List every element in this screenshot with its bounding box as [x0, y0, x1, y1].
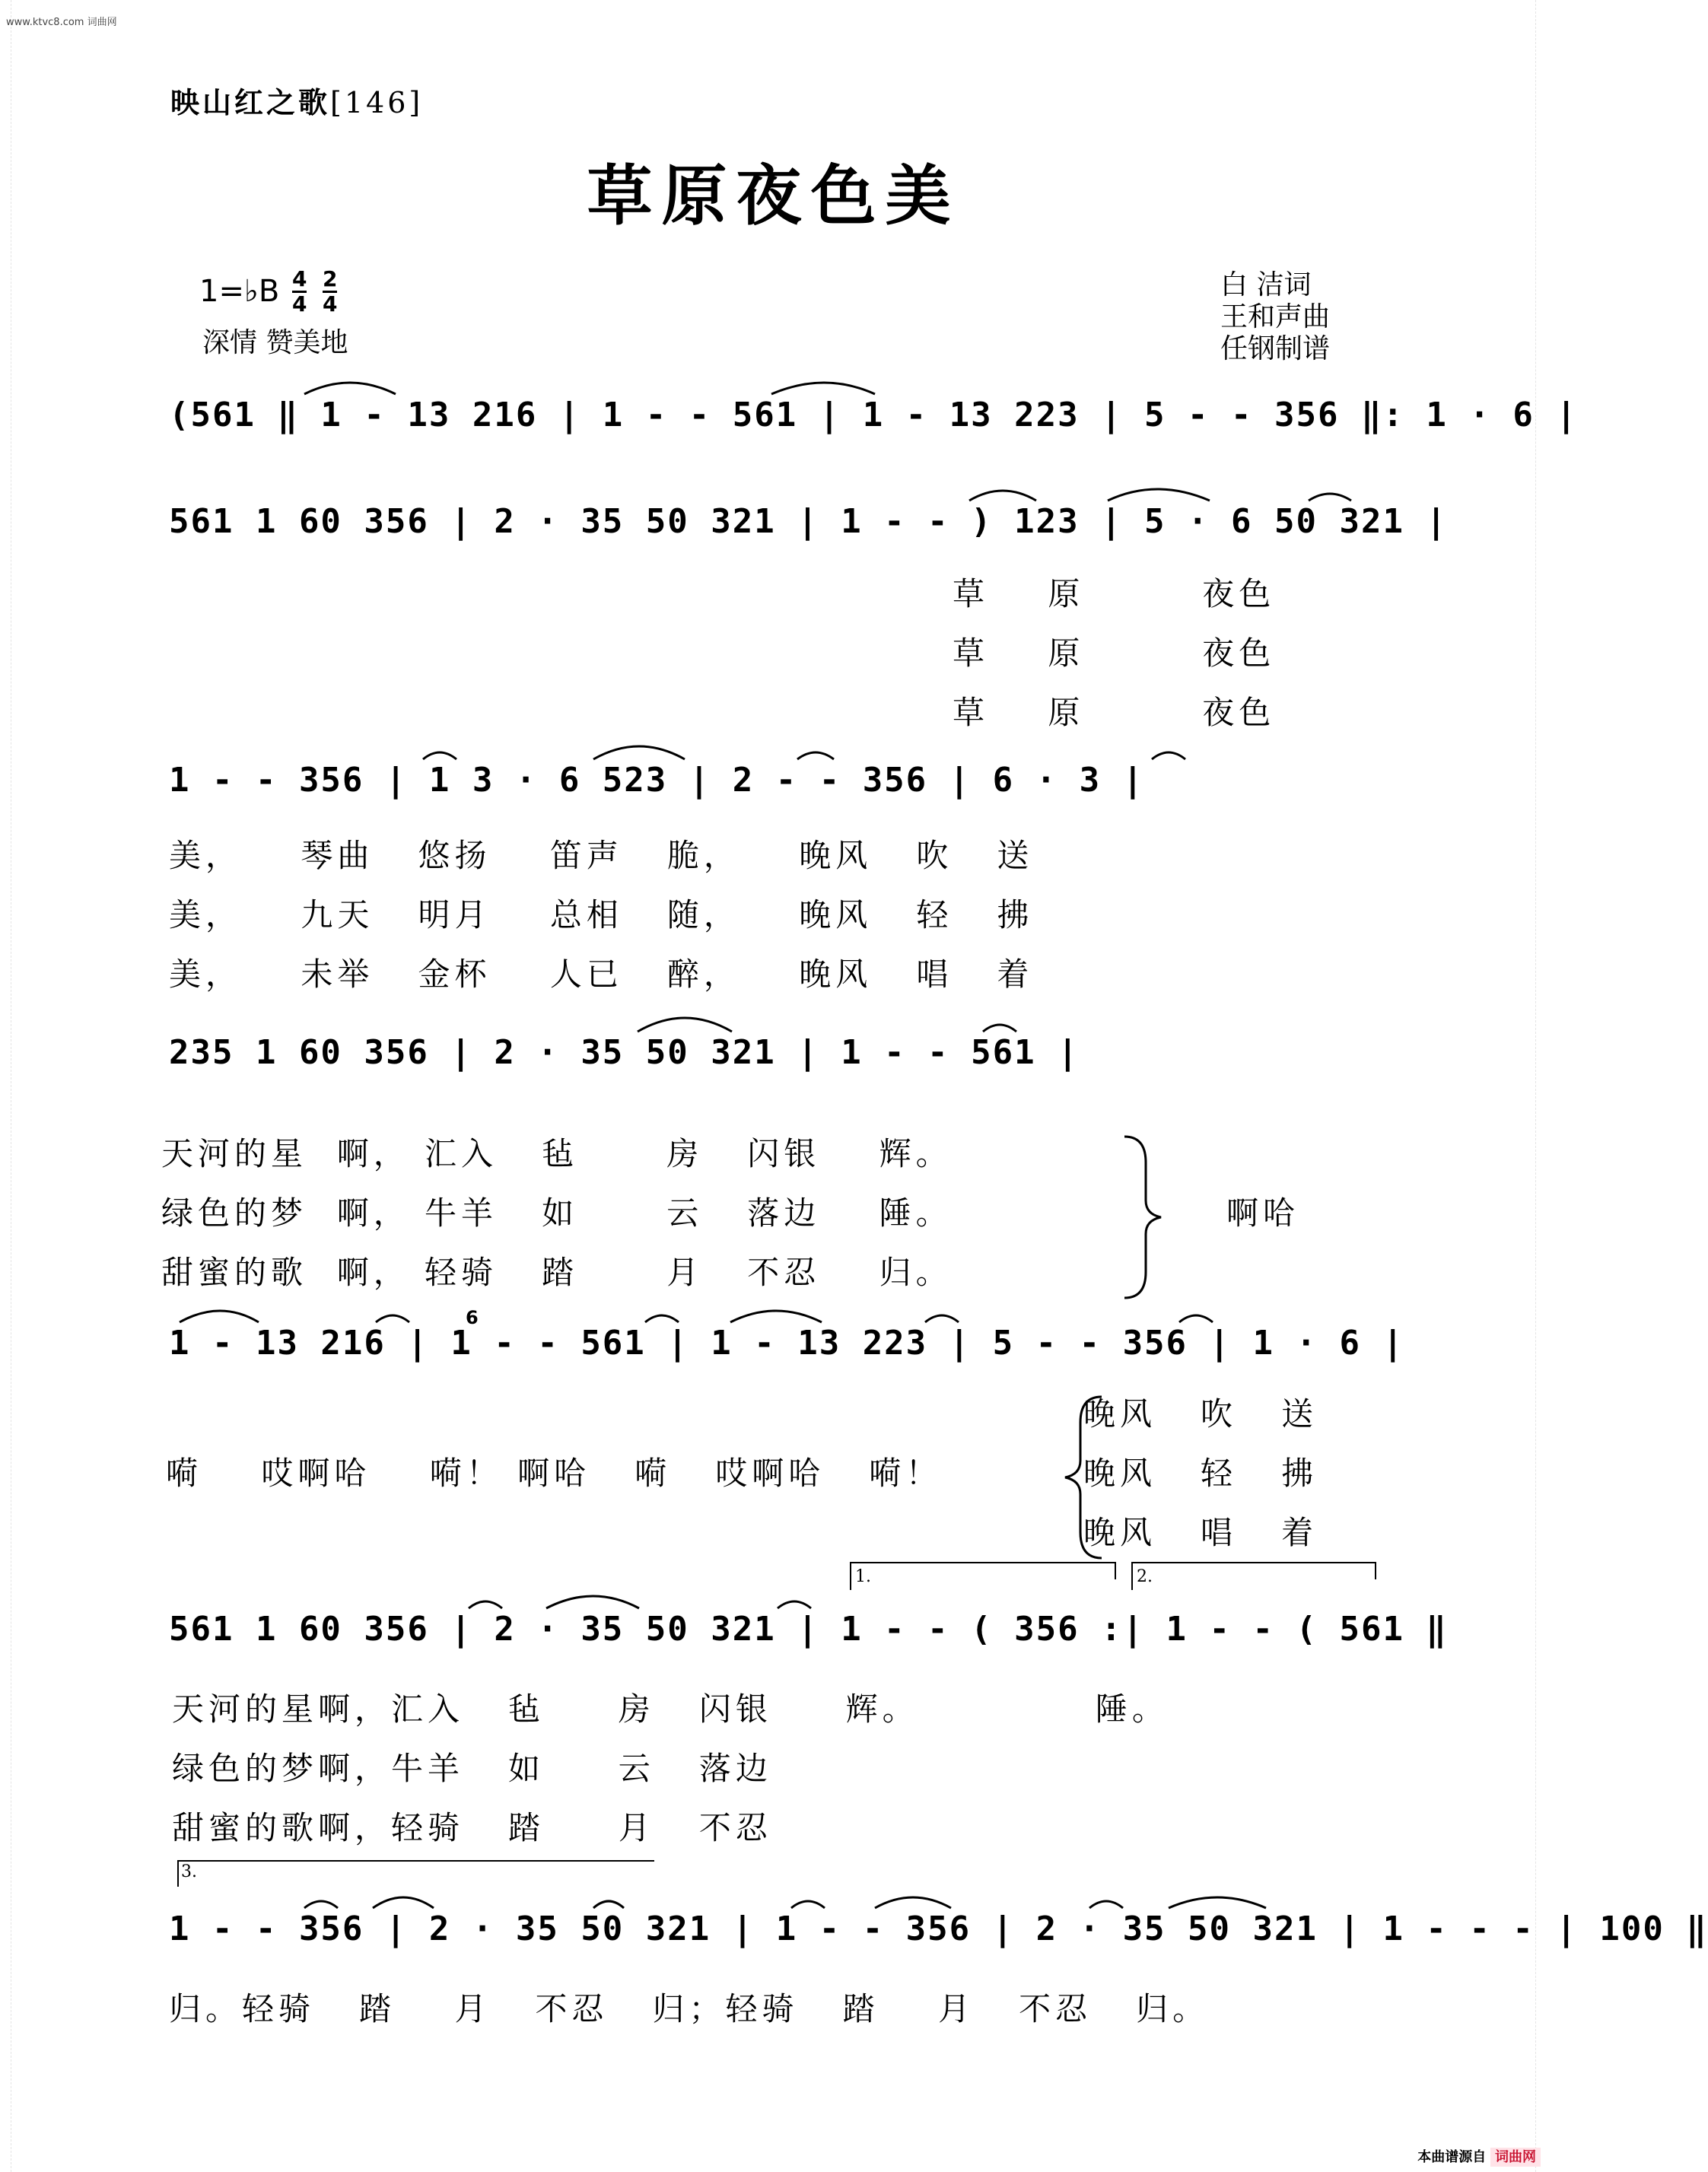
slur	[376, 1315, 409, 1322]
footer-source-text: 本曲谱源自	[1417, 2149, 1487, 2165]
lyric-verse1-line5: 天河的星啊，汇入 毡 房 闪银 辉。 陲。	[172, 1690, 1169, 1728]
lyric-verse3-line3: 甜蜜的歌 啊， 轻骑 踏 月 不忍 归。	[161, 1254, 953, 1291]
slur	[593, 746, 685, 759]
slur	[791, 1901, 825, 1908]
slur	[593, 1901, 624, 1908]
slur	[645, 1315, 679, 1322]
slur	[546, 1596, 639, 1608]
slur	[875, 1897, 951, 1908]
credit-transcriber: 任钢制谱	[1220, 333, 1331, 364]
lyric-verse2-line3: 绿色的梦 啊， 牛羊 如 云 落边 陲。	[161, 1194, 953, 1232]
lyric-refrain-line: 嗬 哎啊哈 嗬！ 啊哈 嗬 哎啊哈 嗬！	[166, 1455, 943, 1492]
notation-line-3: 1 - - 356 | 1 3 · 6 523 | 2 - - 356 | 6 · 3 |	[169, 761, 1145, 800]
lyric-verse1-line4: 晚风 吹 送	[1083, 1395, 1318, 1433]
slur	[1089, 1901, 1123, 1908]
slur	[969, 491, 1036, 501]
slur	[730, 1311, 822, 1322]
slur	[771, 383, 875, 394]
appoggiatura-note: 6	[466, 1307, 479, 1328]
credit-composer: 王和声曲	[1220, 301, 1331, 332]
ending-3-label: 3.	[181, 1862, 197, 1881]
slur	[1179, 1315, 1213, 1322]
slur	[304, 383, 396, 394]
time-denominator: 4	[323, 291, 338, 316]
notation-line-6: 561 1 60 356 | 2 · 35 50 321 | 1 - - ( 356 :| 1 - - ( 561 ‖	[169, 1610, 1448, 1649]
site-label[interactable]: www.ktvc8.com 词曲网	[6, 17, 117, 28]
slur	[1169, 1897, 1266, 1908]
volta-2-bracket	[1132, 1563, 1376, 1590]
credit-lyricist: 白 洁词	[1220, 269, 1312, 301]
time-numerator: 4	[292, 266, 307, 291]
right-brace	[1124, 1137, 1161, 1298]
ending-2-label: 2.	[1137, 1567, 1153, 1586]
slur	[180, 1311, 259, 1322]
lyric-verse2-line5: 绿色的梦啊，牛羊 如 云 落边	[172, 1750, 772, 1787]
key-signature: 1=♭B	[199, 274, 280, 309]
slur	[638, 1018, 732, 1032]
series-number: [146]	[330, 86, 424, 119]
slur	[797, 752, 834, 759]
notation-line-7: 1 - - 356 | 2 · 35 50 321 | 1 - - 356 | 2 · 35 50 321 | 1 - - - | 100 ‖	[169, 1910, 1708, 1948]
time-denominator: 4	[292, 291, 307, 316]
slur	[778, 1601, 811, 1608]
lyric-verse1-line2: 美， 琴曲 悠扬 笛声 脆， 晚风 吹 送	[169, 837, 1034, 874]
lyric-verse1-line1: 草 原 夜色	[953, 575, 1276, 612]
slur	[1152, 752, 1185, 759]
lyric-verse3-line2: 美， 未举 金杯 人已 醉， 晚风 唱 着	[169, 956, 1034, 993]
lyric-verse3-line5: 甜蜜的歌啊，轻骑 踏 月 不忍	[172, 1809, 772, 1846]
slur	[469, 1601, 502, 1608]
footer-source[interactable]	[1417, 2146, 1541, 2166]
slur	[1309, 494, 1351, 501]
lyric-verse1-line3: 天河的星 啊， 汇入 毡 房 闪银 辉。	[161, 1135, 953, 1172]
left-brace	[1065, 1397, 1102, 1558]
series-name: 映山红之歌	[170, 86, 331, 119]
slur	[304, 1901, 338, 1908]
volta-1-bracket	[851, 1563, 1115, 1590]
notation-line-1: (561 ‖ 1 - 13 216 | 1 - - 561 | 1 - 13 223 | 5 - - 356 ‖: 1 · 6 |	[169, 396, 1578, 434]
slur	[983, 1025, 1016, 1032]
ending-1-label: 1.	[855, 1567, 871, 1586]
slur	[373, 1897, 434, 1908]
time-numerator: 2	[323, 266, 338, 291]
tempo-marking: 深情 赞美地	[202, 327, 348, 358]
lyric-verse2-line1: 草 原 夜色	[953, 634, 1276, 672]
lyric-verse3-line4: 晚风 唱 着	[1083, 1514, 1318, 1551]
lyric-verse2-line4: 晚风 轻 拂	[1083, 1455, 1318, 1492]
volta-3-bracket	[178, 1861, 654, 1887]
slur	[925, 1315, 959, 1322]
slur	[423, 752, 456, 759]
notation-line-5: 1 - 13 216 | 1 - - 561 | 1 - 13 223 | 5 - - 356 | 1 · 6 |	[169, 1324, 1404, 1363]
slur	[1108, 489, 1210, 501]
lyric-final-line: 归。轻骑 踏 月 不忍 归；轻骑 踏 月 不忍 归。	[169, 1990, 1210, 2027]
lyric-verse2-line2: 美， 九天 明月 总相 随， 晚风 轻 拂	[169, 896, 1034, 933]
lyric-refrain-aha: 啊哈	[1226, 1194, 1300, 1232]
lyric-verse3-line1: 草 原 夜色	[953, 694, 1276, 731]
footer-site-logo[interactable]: 词曲网	[1490, 2148, 1541, 2167]
notation-line-2: 561 1 60 356 | 2 · 35 50 321 | 1 - - ) 123 | 5 · 6 50 321 |	[169, 502, 1448, 541]
song-title: 草原夜色美	[587, 157, 960, 234]
notation-line-4: 235 1 60 356 | 2 · 35 50 321 | 1 - - 561 |	[169, 1033, 1080, 1072]
